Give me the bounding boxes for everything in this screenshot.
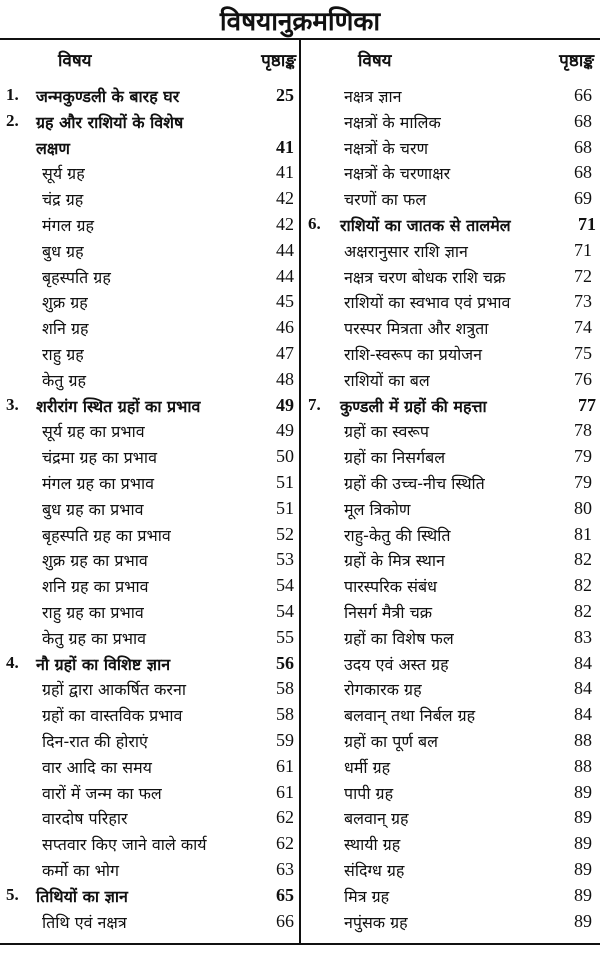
page-number: 89 (574, 858, 592, 879)
entry-title: ग्रहों का वास्तविक प्रभाव (42, 706, 183, 726)
toc-entry (308, 675, 594, 701)
toc-entry (308, 701, 594, 727)
toc-entry (308, 417, 594, 443)
page-number: 58 (276, 678, 294, 699)
entry-title: नक्षत्र ज्ञान (344, 87, 402, 106)
toc-left-list (6, 82, 296, 933)
entry-title: वारों में जन्म का फल (42, 783, 162, 803)
toc-entry (6, 263, 296, 289)
toc-entry (6, 159, 296, 185)
page-number: 84 (574, 678, 592, 699)
entry-title: बुध ग्रह का प्रभाव (42, 499, 144, 519)
entry-title: कर्मो का भोग (42, 860, 120, 880)
page-number: 45 (276, 291, 294, 312)
entry-title: रोगकारक ग्रह (344, 680, 422, 700)
entry-title: बृहस्पति ग्रह (42, 267, 111, 287)
toc-entry (6, 624, 296, 650)
page-header: पृष्ठाङ्क (261, 51, 296, 71)
entry-title: ग्रहों द्वारा आकर्षित करना (42, 680, 186, 700)
entry-title: निसर्ग मैत्री चक्र (344, 602, 433, 622)
footer-rule (0, 943, 600, 945)
toc-entry (308, 443, 594, 469)
toc-entry (308, 779, 594, 805)
entry-title: तिथियों का ज्ञान (36, 886, 128, 906)
page-number: 41 (276, 136, 294, 157)
page-number: 55 (276, 626, 294, 647)
page-number: 84 (574, 704, 592, 725)
entry-title: शुक्र ग्रह का प्रभाव (42, 551, 148, 571)
page-number: 44 (276, 265, 294, 286)
page-number: 48 (276, 368, 294, 389)
entry-title: राशियों का स्वभाव एवं प्रभाव (344, 293, 511, 313)
toc-entry (6, 237, 296, 263)
toc-entry (308, 856, 594, 882)
entry-title: राहु-केतु की स्थिति (344, 525, 451, 545)
toc-entry (6, 288, 296, 314)
entry-title: ग्रहों का पूर्ण बल (344, 731, 438, 751)
page-number: 79 (574, 471, 592, 492)
page-number: 41 (276, 162, 294, 183)
page-number: 82 (574, 549, 592, 570)
entry-title: वारदोष परिहार (42, 809, 128, 829)
page-number: 49 (276, 394, 294, 415)
toc-entry (6, 469, 296, 495)
toc-entry (308, 650, 594, 676)
entry-title: अक्षरानुसार राशि ज्ञान (344, 241, 468, 261)
toc-entry (308, 598, 594, 624)
entry-title: राशियों का बल (344, 370, 430, 390)
page-number: 71 (578, 213, 596, 234)
toc-entry (308, 572, 594, 598)
page-number: 65 (276, 884, 294, 905)
toc-entry (6, 495, 296, 521)
entry-title: चंद्र ग्रह (42, 190, 84, 210)
entry-title: मंगल ग्रह का प्रभाव (42, 473, 155, 493)
page-number: 63 (276, 858, 294, 879)
entry-title: नौ ग्रहों का विशिष्ट ज्ञान (36, 654, 171, 674)
page-number: 51 (276, 471, 294, 492)
toc-entry (6, 211, 296, 237)
entry-title: उदय एवं अस्त ग्रह (344, 654, 449, 674)
entry-title: केतु ग्रह का प्रभाव (42, 628, 147, 648)
entry-title: ग्रहों का निसर्गबल (344, 448, 446, 468)
toc-entry (308, 314, 594, 340)
page-number: 89 (574, 910, 592, 931)
page-number: 89 (574, 884, 592, 905)
entry-title: चरणों का फल (344, 190, 427, 210)
toc-entry (6, 185, 296, 211)
page-number: 54 (276, 575, 294, 596)
page-number: 72 (574, 265, 592, 286)
column-divider (299, 40, 301, 943)
page-number: 50 (276, 446, 294, 467)
page-number: 59 (276, 729, 294, 750)
page-number: 77 (578, 394, 596, 415)
page-number: 62 (276, 833, 294, 854)
entry-title: बृहस्पति ग्रह का प्रभाव (42, 525, 171, 545)
page-number: 89 (574, 781, 592, 802)
page-number: 68 (574, 110, 592, 131)
toc-chapter (6, 882, 296, 908)
entry-title: शरीरांग स्थित ग्रहों का प्रभाव (36, 396, 201, 416)
toc-chapter (6, 392, 296, 418)
toc-right-column (308, 44, 594, 933)
entry-title: राहु ग्रह (42, 344, 84, 364)
page-number: 49 (276, 420, 294, 441)
toc-entry (6, 443, 296, 469)
toc-entry (308, 908, 594, 934)
entry-title: राशि-स्वरूप का प्रयोजन (344, 344, 483, 364)
toc-entry (308, 469, 594, 495)
entry-title: तिथि एवं नक्षत्र (42, 912, 127, 932)
entry-title: नक्षत्रों के चरणाक्षर (344, 164, 451, 184)
entry-title: शुक्र ग्रह (42, 293, 88, 313)
column-header (308, 44, 594, 82)
entry-title: बलवान् तथा निर्बल ग्रह (344, 706, 476, 726)
toc-entry (308, 263, 594, 289)
page-number: 25 (276, 85, 294, 105)
toc-chapter (308, 211, 594, 237)
page-number: 42 (276, 213, 294, 234)
page-title: विषयानुक्रमणिका (219, 7, 381, 37)
entry-title: पापी ग्रह (344, 783, 394, 803)
toc-entry (308, 753, 594, 779)
toc-entry (308, 159, 594, 185)
entry-title: संदिग्ध ग्रह (344, 860, 405, 880)
entry-title: ग्रहों के मित्र स्थान (344, 551, 445, 571)
page-number: 56 (276, 652, 294, 673)
entry-title: नक्षत्रों के चरण (344, 138, 429, 158)
toc-entry (308, 108, 594, 134)
entry-title: पारस्परिक संबंध (344, 577, 437, 597)
entry-title: राशियों का जातक से तालमेल (340, 215, 511, 235)
chapter-number: 7. (308, 394, 321, 414)
page-number: 61 (276, 781, 294, 802)
page-number: 83 (574, 626, 592, 647)
toc-entry (308, 804, 594, 830)
page-number: 68 (574, 136, 592, 157)
entry-title: केतु ग्रह (42, 370, 87, 390)
entry-title: सप्तवार किए जाने वाले कार्य (42, 835, 207, 855)
page-number: 88 (574, 755, 592, 776)
chapter-number: 3. (6, 394, 19, 414)
toc-entry (308, 495, 594, 521)
toc-entry (308, 830, 594, 856)
chapter-number: 4. (6, 652, 19, 672)
page-number: 88 (574, 729, 592, 750)
entry-title: राहु ग्रह का प्रभाव (42, 602, 144, 622)
toc-entry (308, 882, 594, 908)
entry-title: नक्षत्रों के मालिक (344, 112, 441, 132)
column-header (6, 44, 296, 82)
toc-entry (6, 701, 296, 727)
page-number: 71 (574, 239, 592, 260)
entry-title: ग्रहों का स्वरूप (344, 422, 429, 442)
page-number: 82 (574, 600, 592, 621)
toc-entry (6, 340, 296, 366)
toc-entry (6, 366, 296, 392)
page-number: 89 (574, 807, 592, 828)
page-number: 81 (574, 523, 592, 544)
toc-entry (6, 546, 296, 572)
entry-title: वार आदि का समय (42, 757, 152, 777)
toc-entry (6, 753, 296, 779)
chapter-number: 6. (308, 213, 321, 233)
toc-entry (6, 804, 296, 830)
toc-entry (6, 417, 296, 443)
toc-chapter (6, 82, 296, 108)
page-number: 69 (574, 188, 592, 209)
page-number: 68 (574, 162, 592, 183)
entry-title: मूल त्रिकोण (344, 499, 411, 519)
entry-title: सूर्य ग्रह का प्रभाव (42, 422, 145, 442)
entry-title: सूर्य ग्रह (42, 164, 85, 184)
page-number: 44 (276, 239, 294, 260)
page-number: 73 (574, 291, 592, 312)
toc-entry (308, 82, 594, 108)
page-number: 74 (574, 317, 592, 338)
entry-title: शनि ग्रह (42, 319, 89, 339)
page-number: 82 (574, 575, 592, 596)
page-number: 79 (574, 446, 592, 467)
toc-chapter (6, 108, 296, 134)
toc-entry (308, 185, 594, 211)
toc-entry (308, 366, 594, 392)
entry-title: ग्रहों का विशेष फल (344, 628, 454, 648)
entry-title: बलवान् ग्रह (344, 809, 409, 829)
page-number: 66 (574, 85, 592, 105)
page-number: 61 (276, 755, 294, 776)
toc-entry (308, 521, 594, 547)
page-number: 80 (574, 497, 592, 518)
entry-title: मंगल ग्रह (42, 215, 95, 235)
toc-entry (6, 856, 296, 882)
toc-entry (6, 572, 296, 598)
toc-entry (308, 237, 594, 263)
entry-title: लक्षण (36, 138, 70, 158)
entry-title: ग्रह और राशियों के विशेष (36, 112, 184, 132)
toc-entry (6, 779, 296, 805)
entry-title: परस्पर मित्रता और शत्रुता (344, 319, 489, 339)
page-number: 51 (276, 497, 294, 518)
page-number: 66 (276, 910, 294, 931)
page-number: 75 (574, 342, 592, 363)
entry-title: नक्षत्र चरण बोधक राशि चक्र (344, 267, 506, 287)
toc-entry (308, 546, 594, 572)
toc-entry (6, 675, 296, 701)
entry-title: बुध ग्रह (42, 241, 84, 261)
page-number: 89 (574, 833, 592, 854)
page-number: 62 (276, 807, 294, 828)
toc-entry (6, 521, 296, 547)
entry-title: धर्मी ग्रह (344, 757, 391, 777)
entry-title: दिन-रात की होराएं (42, 731, 148, 751)
toc-entry (308, 727, 594, 753)
entry-title: ग्रहों की उच्च-नीच स्थिति (344, 473, 485, 493)
page-number: 76 (574, 368, 592, 389)
page-number: 53 (276, 549, 294, 570)
entry-title: कुण्डली में ग्रहों की महत्ता (340, 396, 487, 416)
entry-title: जन्मकुण्डली के बारह घर (36, 87, 180, 106)
entry-title: चंद्रमा ग्रह का प्रभाव (42, 448, 157, 468)
entry-title: नपुंसक ग्रह (344, 912, 408, 932)
toc-entry (6, 727, 296, 753)
entry-title: शनि ग्रह का प्रभाव (42, 577, 149, 597)
page-number: 78 (574, 420, 592, 441)
chapter-number: 1. (6, 85, 19, 104)
toc-entry (308, 624, 594, 650)
toc-entry (6, 830, 296, 856)
page-header: पृष्ठाङ्क (559, 51, 594, 71)
page-number: 54 (276, 600, 294, 621)
toc-entry (308, 288, 594, 314)
toc-right-list (308, 82, 594, 933)
entry-title: मित्र ग्रह (344, 886, 390, 906)
toc-entry (6, 314, 296, 340)
entry-title: स्थायी ग्रह (344, 835, 401, 855)
chapter-number: 5. (6, 884, 19, 904)
page-number: 47 (276, 342, 294, 363)
toc-chapter (308, 392, 594, 418)
toc-entry (6, 908, 296, 934)
subject-header: विषय (358, 51, 392, 71)
toc-left-column (6, 44, 296, 933)
page-number: 58 (276, 704, 294, 725)
chapter-number: 2. (6, 110, 19, 130)
page-number: 46 (276, 317, 294, 338)
toc-chapter (6, 650, 296, 676)
page-number: 42 (276, 188, 294, 209)
toc-chapter (6, 134, 296, 160)
page-number: 84 (574, 652, 592, 673)
toc-entry (308, 340, 594, 366)
page-number: 52 (276, 523, 294, 544)
subject-header: विषय (58, 51, 92, 71)
toc-entry (308, 134, 594, 160)
toc-entry (6, 598, 296, 624)
